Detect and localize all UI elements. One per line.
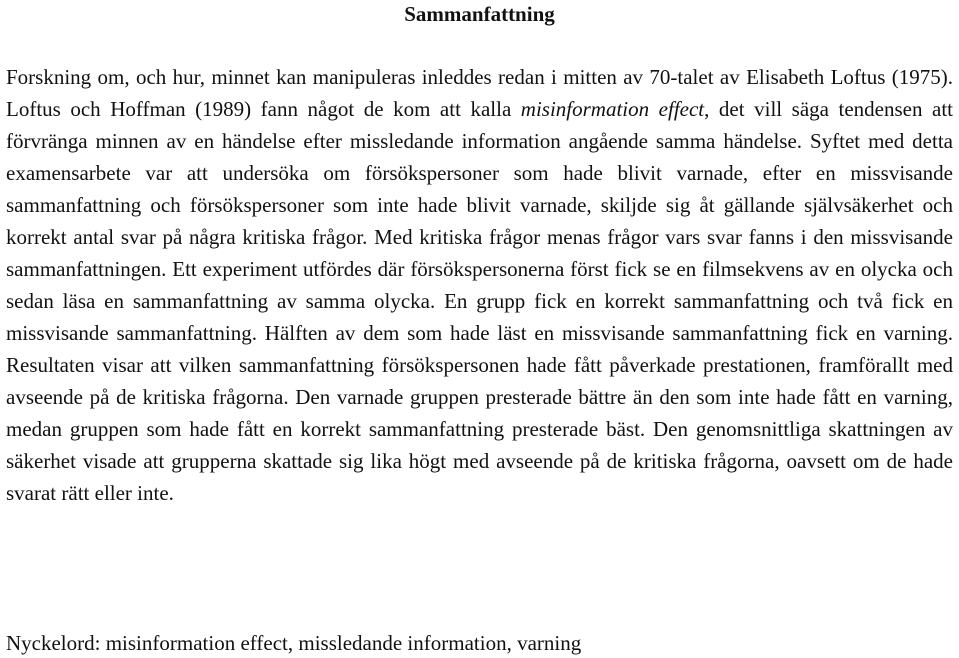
page-title: Sammanfattning — [404, 2, 555, 26]
abstract-term-italic: misinformation effect — [520, 97, 705, 121]
abstract-text-part2: , det vill säga tendensen att förvränga minnen av en händelse efter missledande information angående samma händelse. Syftet med detta examensarbete var att undersöka om försökspersoner som hade blivit varnade, efter en missvisande sammanfattning och försökspersoner som inte hade blivit varnade, skiljde sig åt gällande självsäkerhet och korrekt antal svar på några kritiska frågor. Med kritiska frågor menas frågor vars svar fanns i den missvisande sammanfattningen. Ett experiment utfördes där försökspersonerna först fick se en filmsekvens av en olycka och sedan läsa en sammanfattning av samma olycka. En grupp fick en korrekt sammanfattning och två fick en missvisande sammanfattning. Hälften av dem som hade läst en missvisande sammanfattning fick en varning. Resultaten visar att vilken sammanfattning försökspersonen hade fått påverkade prestationen, framförallt med avseende på de kritiska frågorna. Den varnade gruppen presterade bättre än den som inte hade fått en varning, medan gruppen som hade fått en korrekt sammanfattning presterade bäst. Den genomsnittliga skattningen av säkerhet visade att grupperna skattade sig lika högt med avseende på de kritiska frågorna, oavsett om de hade svarat rätt eller inte. — [6, 97, 953, 505]
abstract-text-part1: Forskning om, och hur, minnet kan manipuleras inleddes redan i mitten av 70-talet av Elisabeth Loftus (1975). Loftus och Hoffman (1989) fann något de kom att kalla — [6, 65, 953, 121]
keywords-line: Nyckelord: misinformation effect, missledande information, varning — [6, 631, 582, 655]
abstract-paragraph — [6, 61, 953, 509]
